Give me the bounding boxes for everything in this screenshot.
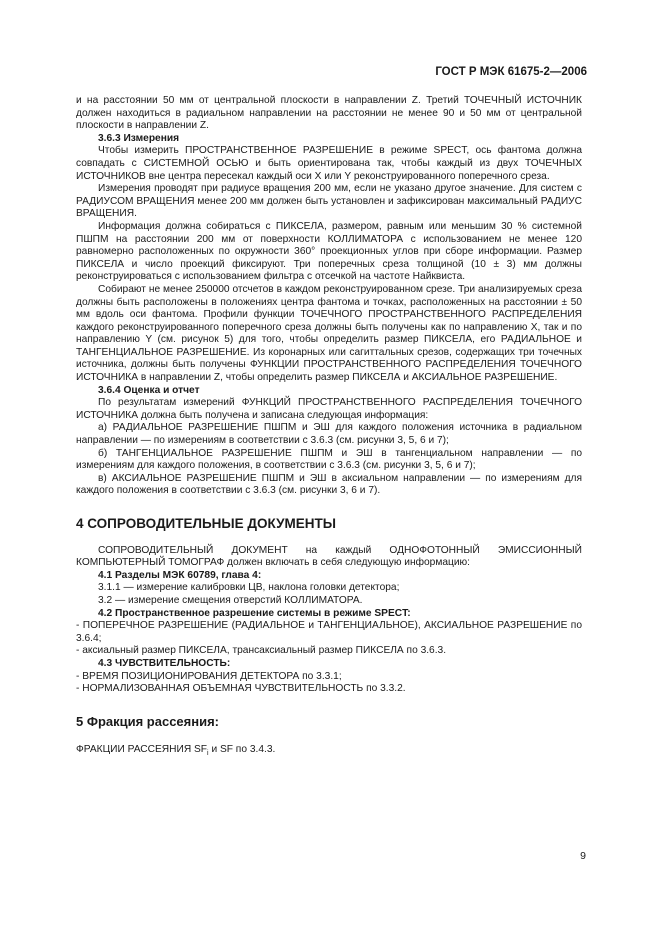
paragraph-3-6-3-4: Собирают не менее 250000 отсчетов в каждом реконструированном срезе. Три анализируемых среза должны быть расположены в положениях центра фантома и точках, расположенных на расстоянии ± 50 мм вдоль оси фантома. Профили функции ТОЧЕЧНОГО ПРОСТРАНСТВЕННОГО РАСПРЕДЕЛЕНИЯ каждого реконструированного поперечного среза должны быть получены как по направлению X, так и по направлению Y (см. рисунок 5) для того, чтобы определить размер ПИКСЕЛА, его РАДИАЛЬНОЕ и ТАНГЕНЦИАЛЬНОЕ РАЗРЕШЕНИЕ. Из коронарных или сагиттальных срезов, содержащих три точечных источника, должны быть получены ФУНКЦИИ ПРОСТРАНСТВЕННОГО РАСПРЕДЕЛЕНИЯ ТОЧЕЧНОГО ИСТОЧНИКА в направлении Z, чтобы определить размер ПИКСЕЛА и АКСИАЛЬНОЕ РАЗРЕШЕНИЕ. xyxy=(76,283,582,384)
list-item-b: б) ТАНГЕНЦИАЛЬНОЕ РАЗРЕШЕНИЕ ПШПМ и ЭШ в тангенциальном направлении — по измерениям для каждого положения, в соответствии с 3.6.3 (см. рисунки 3, 5, 6 и 7); xyxy=(76,447,582,472)
section-3-6-3-title: 3.6.3 Измерения xyxy=(98,132,180,144)
paragraph-3-6-4-1: По результатам измерений ФУНКЦИЙ ПРОСТРАНСТВЕННОГО РАСПРЕДЕЛЕНИЯ ТОЧЕЧНОГО ИСТОЧНИКА должна быть получена и записана следующая информация: xyxy=(76,397,582,421)
page-content xyxy=(76,95,582,761)
section-3-6-4-title: 3.6.4 Оценка и отчет xyxy=(98,384,200,396)
scatter-fraction-text: ФРАКЦИИ РАССЕЯНИЯ SF xyxy=(76,744,208,756)
paragraph-3-6-3-3: Информация должна собираться с ПИКСЕЛА, размером, равным или меньшим 30 % системной ПШПМ на расстоянии 200 мм от поверхности КОЛЛИМАТОРА с использованием не менее 120 равномерно расположенных по окружности 360° проекционных углов при сборе информации. Размер ПИКСЕЛА и число проекций фиксируют. Три поперечных среза толщиной (10 ± 3) мм должны реконструироваться с использованием фильтра с отсечкой на частоте Найквиста. xyxy=(76,220,582,283)
list-item-4-2-a: - ПОПЕРЕЧНОЕ РАЗРЕШЕНИЕ (РАДИАЛЬНОЕ и ТАНГЕНЦИАЛЬНОЕ), АКСИАЛЬНОЕ РАЗРЕШЕНИЕ по 3.6.4; xyxy=(76,620,582,644)
paragraph-5 xyxy=(76,744,582,761)
scatter-fraction-text-tail: и SF по 3.4.3. xyxy=(208,744,276,756)
section-5-heading: 5 Фракция рассеяния: xyxy=(76,713,219,729)
list-item-a: а) РАДИАЛЬНОЕ РАЗРЕШЕНИЕ ПШПМ и ЭШ для каждого положения источника в радиальном направлении — по измерениям в соответствии с 3.6.3 (см. рисунки 3, 5, 6 и 7); xyxy=(76,422,582,447)
section-4-3-title: 4.3 ЧУВСТВИТЕЛЬНОСТЬ: xyxy=(98,657,231,669)
paragraph-4-1: СОПРОВОДИТЕЛЬНЫЙ ДОКУМЕНТ на каждый ОДНОФОТОННЫЙ ЭМИССИОННЫЙ КОМПЬЮТЕРНЫЙ ТОМОГРАФ должен включать в себя следующую информацию: xyxy=(76,544,582,569)
section-4-2-title: 4.2 Пространственное разрешение системы в режиме SPECT: xyxy=(98,607,411,619)
list-item-4-2-b: - аксиальный размер ПИКСЕЛА, трансаксиальный размер ПИКСЕЛА по 3.6.3. xyxy=(76,645,447,657)
paragraph-3-6-3-2: Измерения проводят при радиусе вращения 200 мм, если не указано другое значение. Для систем с РАДИУСОМ ВРАЩЕНИЯ менее 200 мм должен быть установлен и зафиксирован максимальный РАДИУС ВРАЩЕНИЯ. xyxy=(76,183,582,220)
standard-header: ГОСТ Р МЭК 61675-2—2006 xyxy=(435,66,587,78)
paragraph-intro: и на расстоянии 50 мм от центральной плоскости в направлении Z. Третий ТОЧЕЧНЫЙ ИСТОЧНИК должен находиться в радиальном направлении на расстоянии не менее 90 и 50 мм от центральной плоскости в направлении Z. xyxy=(76,95,582,132)
section-4-1-title: 4.1 Разделы МЭК 60789, глава 4: xyxy=(98,569,262,581)
list-item-c: в) АКСИАЛЬНОЕ РАЗРЕШЕНИЕ ПШПМ и ЭШ в аксиальном направлении — по измерениям для каждого положения в соответствии с 3.6.3 (см. рисунки 3, 6 и 7). xyxy=(76,472,582,497)
list-item-4-1-a: 3.1.1 — измерение калибровки ЦВ, наклона головки детектора; xyxy=(98,582,400,594)
section-4-heading: 4 СОПРОВОДИТЕЛЬНЫЕ ДОКУМЕНТЫ xyxy=(76,516,336,531)
paragraph-3-6-3-1: Чтобы измерить ПРОСТРАНСТВЕННОЕ РАЗРЕШЕНИЕ в режиме SPECT, ось фантома должна совпадать с СИСТЕМНОЙ ОСЬЮ и быть ориентирована так, чтобы каждый из двух ТОЧЕЧНЫХ ИСТОЧНИКОВ вне центра пересекал каждый оси X или Y реконструированного поперечного среза. xyxy=(76,145,582,182)
list-item-4-3-b: - НОРМАЛИЗОВАННАЯ ОБЪЕМНАЯ ЧУВСТВИТЕЛЬНОСТЬ по 3.3.2. xyxy=(76,683,406,695)
subscript-i: i xyxy=(207,750,209,758)
page-number: 9 xyxy=(580,850,586,862)
list-item-4-1-b: 3.2 — измерение смещения отверстий КОЛЛИМАТОРА. xyxy=(98,594,363,606)
list-item-4-3-a: - ВРЕМЯ ПОЗИЦИОНИРОВАНИЯ ДЕТЕКТОРА по 3.3.1; xyxy=(76,670,342,682)
